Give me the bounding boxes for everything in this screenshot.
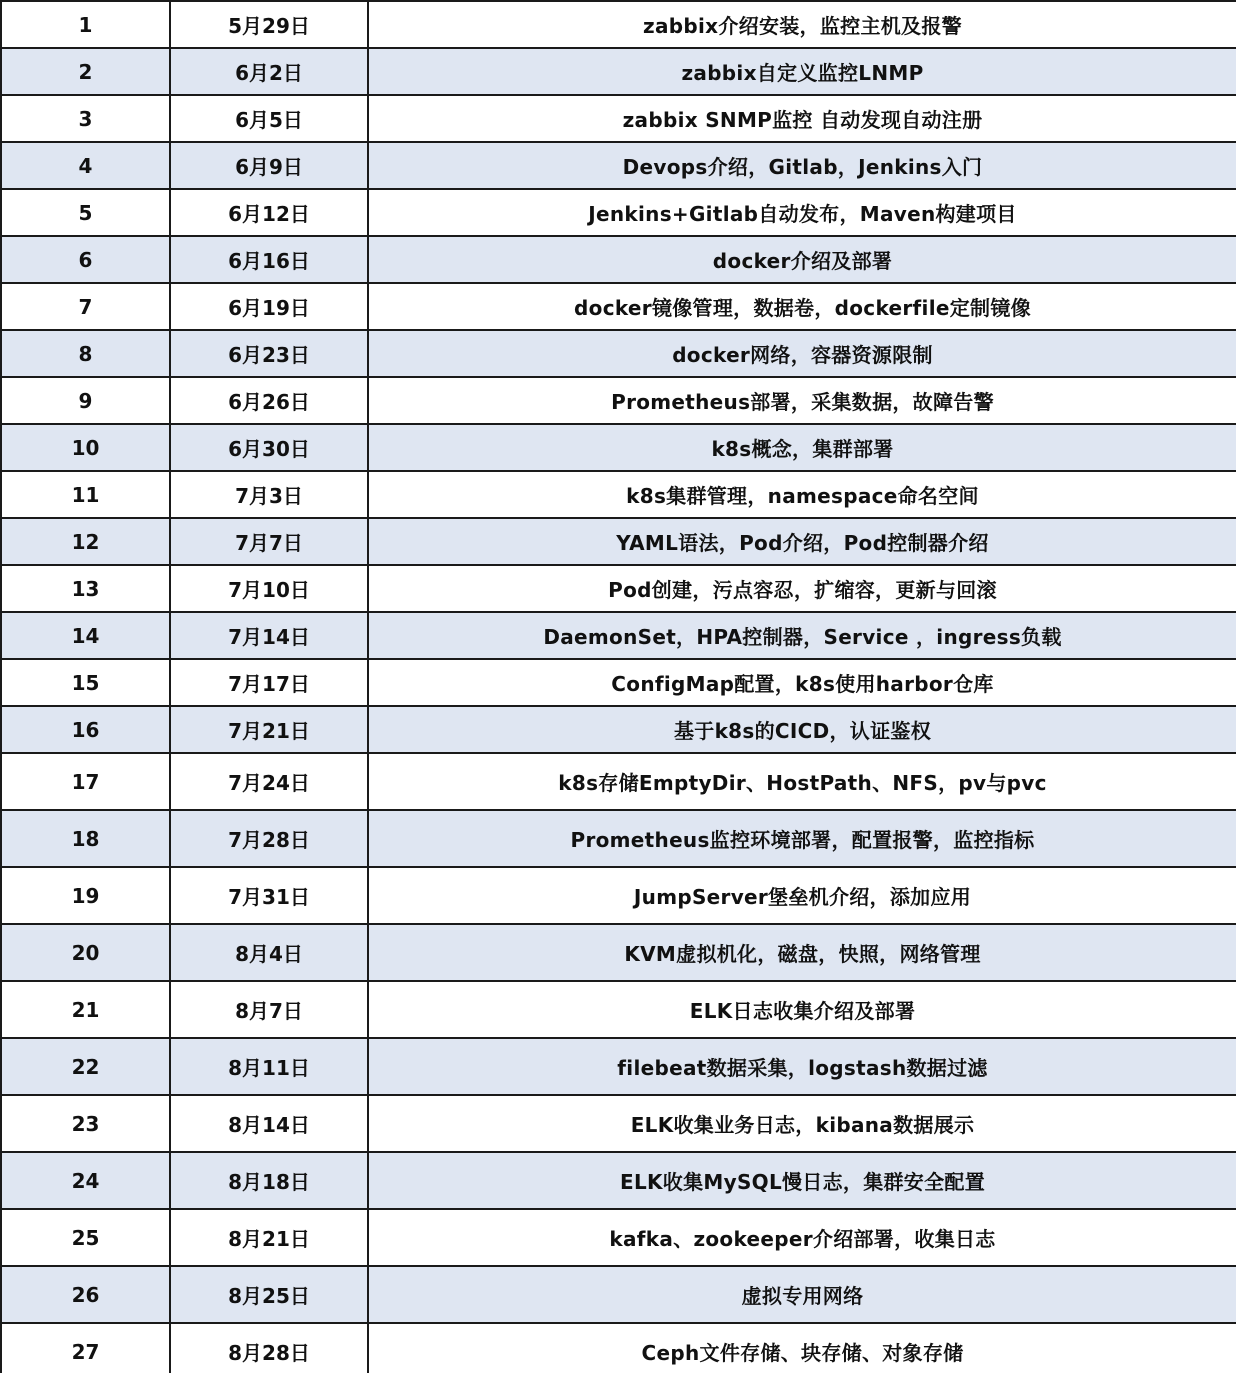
session-date: 6月23日	[170, 330, 368, 377]
session-topic: ELK日志收集介绍及部署	[368, 981, 1236, 1038]
session-number: 12	[1, 518, 170, 565]
session-date: 8月11日	[170, 1038, 368, 1095]
table-row	[1, 981, 1236, 1038]
session-number: 5	[1, 189, 170, 236]
table-row	[1, 612, 1236, 659]
table-row	[1, 659, 1236, 706]
session-number: 26	[1, 1266, 170, 1323]
session-topic: Jenkins+Gitlab自动发布，Maven构建项目	[368, 189, 1236, 236]
table-row	[1, 377, 1236, 424]
session-number: 22	[1, 1038, 170, 1095]
session-date: 6月5日	[170, 95, 368, 142]
session-date: 5月29日	[170, 1, 368, 48]
session-number: 1	[1, 1, 170, 48]
session-topic: ConfigMap配置，k8s使用harbor仓库	[368, 659, 1236, 706]
session-number: 16	[1, 706, 170, 753]
session-number: 3	[1, 95, 170, 142]
session-number: 15	[1, 659, 170, 706]
table-row	[1, 1, 1236, 48]
session-number: 9	[1, 377, 170, 424]
session-number: 2	[1, 48, 170, 95]
session-topic: zabbix介绍安装，监控主机及报警	[368, 1, 1236, 48]
session-topic: k8s集群管理，namespace命名空间	[368, 471, 1236, 518]
table-row	[1, 283, 1236, 330]
session-topic: docker介绍及部署	[368, 236, 1236, 283]
table-row	[1, 471, 1236, 518]
table-row	[1, 706, 1236, 753]
table-row	[1, 753, 1236, 810]
session-number: 27	[1, 1323, 170, 1373]
session-date: 7月10日	[170, 565, 368, 612]
session-number: 11	[1, 471, 170, 518]
session-date: 8月4日	[170, 924, 368, 981]
table-row	[1, 867, 1236, 924]
session-date: 7月31日	[170, 867, 368, 924]
session-topic: docker镜像管理，数据卷，dockerfile定制镜像	[368, 283, 1236, 330]
session-number: 21	[1, 981, 170, 1038]
table-row	[1, 1323, 1236, 1373]
session-date: 8月18日	[170, 1152, 368, 1209]
session-date: 8月14日	[170, 1095, 368, 1152]
session-number: 13	[1, 565, 170, 612]
session-topic: k8s存储EmptyDir、HostPath、NFS，pv与pvc	[368, 753, 1236, 810]
session-date: 6月2日	[170, 48, 368, 95]
table-row	[1, 810, 1236, 867]
session-topic: KVM虚拟机化，磁盘，快照，网络管理	[368, 924, 1236, 981]
table-row	[1, 424, 1236, 471]
session-date: 8月7日	[170, 981, 368, 1038]
session-date: 7月7日	[170, 518, 368, 565]
session-topic: 虚拟专用网络	[368, 1266, 1236, 1323]
session-number: 8	[1, 330, 170, 377]
table-row	[1, 95, 1236, 142]
session-date: 6月26日	[170, 377, 368, 424]
session-topic: 基于k8s的CICD，认证鉴权	[368, 706, 1236, 753]
table-row	[1, 924, 1236, 981]
session-date: 7月14日	[170, 612, 368, 659]
session-date: 6月16日	[170, 236, 368, 283]
session-topic: ELK收集业务日志，kibana数据展示	[368, 1095, 1236, 1152]
session-date: 6月12日	[170, 189, 368, 236]
session-number: 25	[1, 1209, 170, 1266]
table-row	[1, 1038, 1236, 1095]
session-topic: Prometheus监控环境部署，配置报警，监控指标	[368, 810, 1236, 867]
session-number: 24	[1, 1152, 170, 1209]
session-date: 7月21日	[170, 706, 368, 753]
table-row	[1, 1266, 1236, 1323]
session-date: 6月19日	[170, 283, 368, 330]
session-number: 17	[1, 753, 170, 810]
session-topic: filebeat数据采集，logstash数据过滤	[368, 1038, 1236, 1095]
session-topic: Pod创建，污点容忍，扩缩容，更新与回滚	[368, 565, 1236, 612]
schedule-body	[1, 0, 1236, 1373]
session-date: 7月24日	[170, 753, 368, 810]
session-topic: YAML语法，Pod介绍，Pod控制器介绍	[368, 518, 1236, 565]
session-date: 8月25日	[170, 1266, 368, 1323]
table-row	[1, 1095, 1236, 1152]
session-number: 7	[1, 283, 170, 330]
session-date: 7月3日	[170, 471, 368, 518]
session-topic: Devops介绍，Gitlab，Jenkins入门	[368, 142, 1236, 189]
session-topic: zabbix自定义监控LNMP	[368, 48, 1236, 95]
table-row	[1, 518, 1236, 565]
session-topic: kafka、zookeeper介绍部署，收集日志	[368, 1209, 1236, 1266]
table-row	[1, 48, 1236, 95]
table-row	[1, 236, 1236, 283]
table-row	[1, 142, 1236, 189]
session-date: 6月30日	[170, 424, 368, 471]
table-row	[1, 1209, 1236, 1266]
table-row	[1, 1152, 1236, 1209]
session-date: 8月28日	[170, 1323, 368, 1373]
session-date: 8月21日	[170, 1209, 368, 1266]
session-topic: zabbix SNMP监控 自动发现自动注册	[368, 95, 1236, 142]
session-number: 20	[1, 924, 170, 981]
session-date: 7月17日	[170, 659, 368, 706]
session-topic: DaemonSet，HPA控制器，Service ，ingress负载	[368, 612, 1236, 659]
table-row	[1, 565, 1236, 612]
session-number: 19	[1, 867, 170, 924]
session-topic: Ceph文件存储、块存储、对象存储	[368, 1323, 1236, 1373]
session-number: 14	[1, 612, 170, 659]
session-topic: JumpServer堡垒机介绍，添加应用	[368, 867, 1236, 924]
session-topic: k8s概念，集群部署	[368, 424, 1236, 471]
session-number: 23	[1, 1095, 170, 1152]
session-topic: docker网络，容器资源限制	[368, 330, 1236, 377]
session-number: 6	[1, 236, 170, 283]
session-number: 10	[1, 424, 170, 471]
session-topic: ELK收集MySQL慢日志，集群安全配置	[368, 1152, 1236, 1209]
table-row	[1, 330, 1236, 377]
session-date: 6月9日	[170, 142, 368, 189]
session-number: 18	[1, 810, 170, 867]
session-topic: Prometheus部署，采集数据，故障告警	[368, 377, 1236, 424]
session-number: 4	[1, 142, 170, 189]
session-date: 7月28日	[170, 810, 368, 867]
table-row	[1, 189, 1236, 236]
